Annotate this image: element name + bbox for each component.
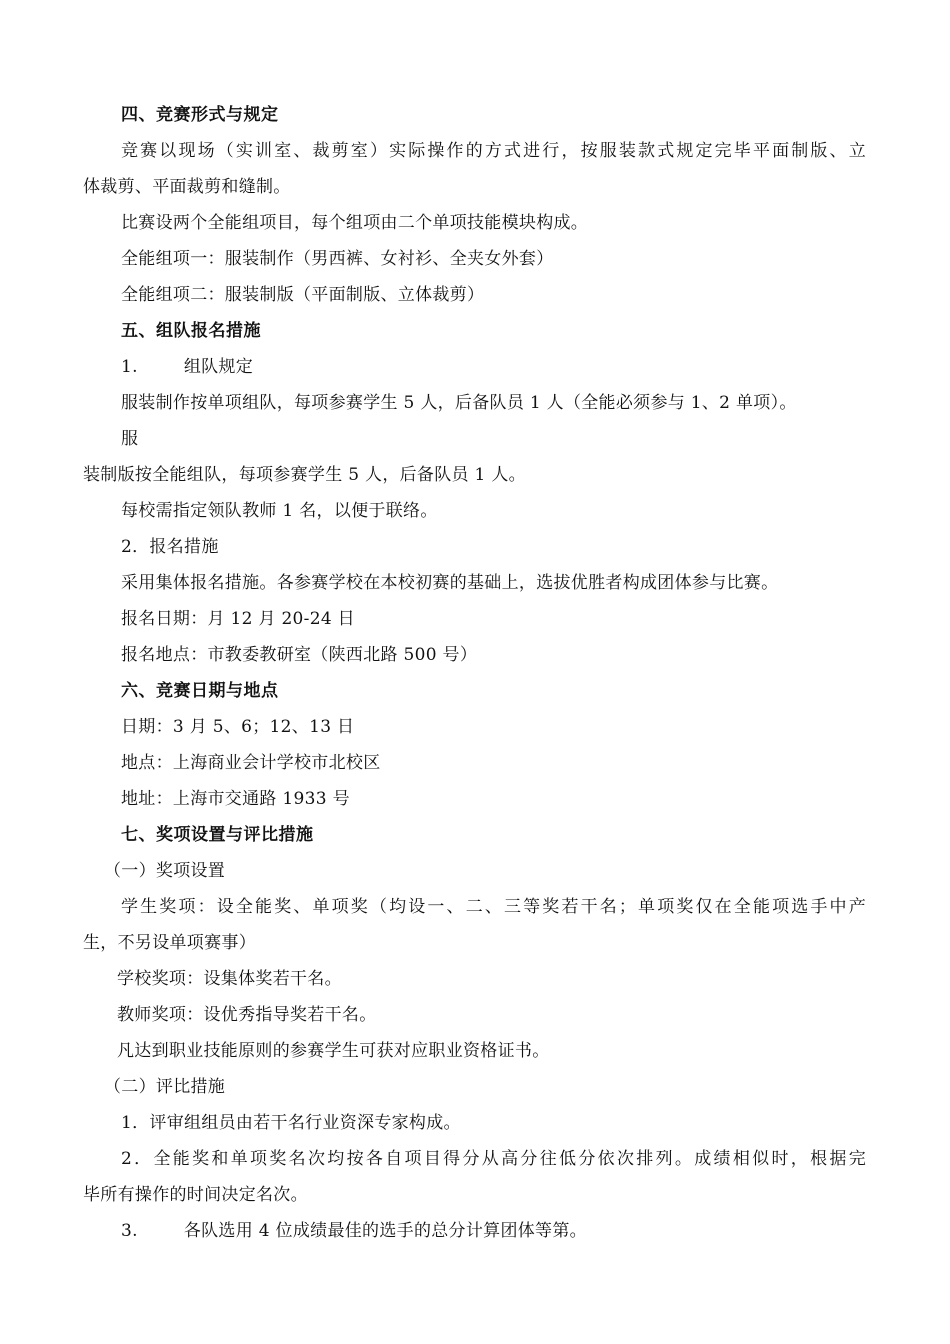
section-7-student-awards-line-2: 生，不另设单项赛事） [83,933,256,953]
section-7-student-awards-line-1: 学生奖项：设全能奖、单项奖（均设一、二、三等奖若干名；单项奖仅在全能项选手中产 [121,897,866,917]
section-5-paragraph-2-line-2: 装制版按全能组队，每项参赛学生 5 人，后备队员 1 人。 [83,465,526,485]
section-7-certificate-note: 凡达到职业技能原则的参赛学生可获对应职业资格证书。 [117,1041,550,1061]
section-5-paragraph-2-line-1: 服 [121,429,139,449]
section-7-subtitle-1: （一）奖项设置 [104,861,226,881]
section-7-evaluation-2-line-2: 毕所有操作的时间决定名次。 [83,1185,308,1205]
section-7-evaluation-1: 1．评审组组员由若干名行业资深专家构成。 [121,1113,461,1133]
section-5-item-1-number: 1. [121,357,138,377]
section-7-evaluation-3-text: 各队选用 4 位成绩最佳的选手的总分计算团体等第。 [183,1221,587,1241]
section-6-title: 六、竞赛日期与地点 [121,681,279,701]
section-5-registration-place: 报名地点：市教委教研室（陕西北路 500 号） [121,645,478,665]
section-5-item-1 [121,355,253,379]
section-4-paragraph-1-line-2: 体裁剪、平面裁剪和缝制。 [83,177,291,197]
section-4-paragraph-3: 全能组项一：服装制作（男西裤、女衬衫、全夹女外套） [121,249,554,269]
section-6-date: 日期：3 月 5、6；12、13 日 [121,717,355,737]
section-5-paragraph-4: 采用集体报名措施。各参赛学校在本校初赛的基础上，选拔优胜者构成团体参与比赛。 [121,573,779,593]
section-5-paragraph-1: 服装制作按单项组队，每项参赛学生 5 人，后备队员 1 人（全能必须参与 1、2 单项）。 [121,393,797,413]
section-7-title: 七、奖项设置与评比措施 [121,825,314,845]
section-4-title: 四、竞赛形式与规定 [121,105,279,125]
section-7-teacher-awards: 教师奖项：设优秀指导奖若干名。 [117,1005,377,1025]
section-4-paragraph-4: 全能组项二：服装制版（平面制版、立体裁剪） [121,285,485,305]
section-6-venue: 地点：上海商业会计学校市北校区 [121,753,381,773]
section-5-title: 五、组队报名措施 [121,321,261,341]
section-5-registration-date: 报名日期：月 12 月 20-24 日 [121,609,355,629]
section-5-item-2: 2．报名措施 [121,537,219,557]
section-6-address: 地址：上海市交通路 1933 号 [121,789,350,809]
section-4-paragraph-2: 比赛设两个全能组项目，每个组项由二个单项技能模块构成。 [121,213,589,233]
section-7-school-awards: 学校奖项：设集体奖若干名。 [117,969,342,989]
section-7-evaluation-3 [121,1219,587,1243]
section-7-subtitle-2: （二）评比措施 [104,1077,226,1097]
section-4-paragraph-1-line-1: 竞赛以现场（实训室、裁剪室）实际操作的方式进行，按服装款式规定完毕平面制版、立 [121,141,866,161]
section-5-paragraph-3: 每校需指定领队教师 1 名，以便于联络。 [121,501,438,521]
section-7-evaluation-2-line-1: 2．全能奖和单项奖名次均按各自项目得分从高分往低分依次排列。成绩相似时，根据完 [121,1149,866,1169]
section-5-item-1-label: 组队规定 [183,357,254,377]
section-7-evaluation-3-number: 3. [121,1221,138,1241]
